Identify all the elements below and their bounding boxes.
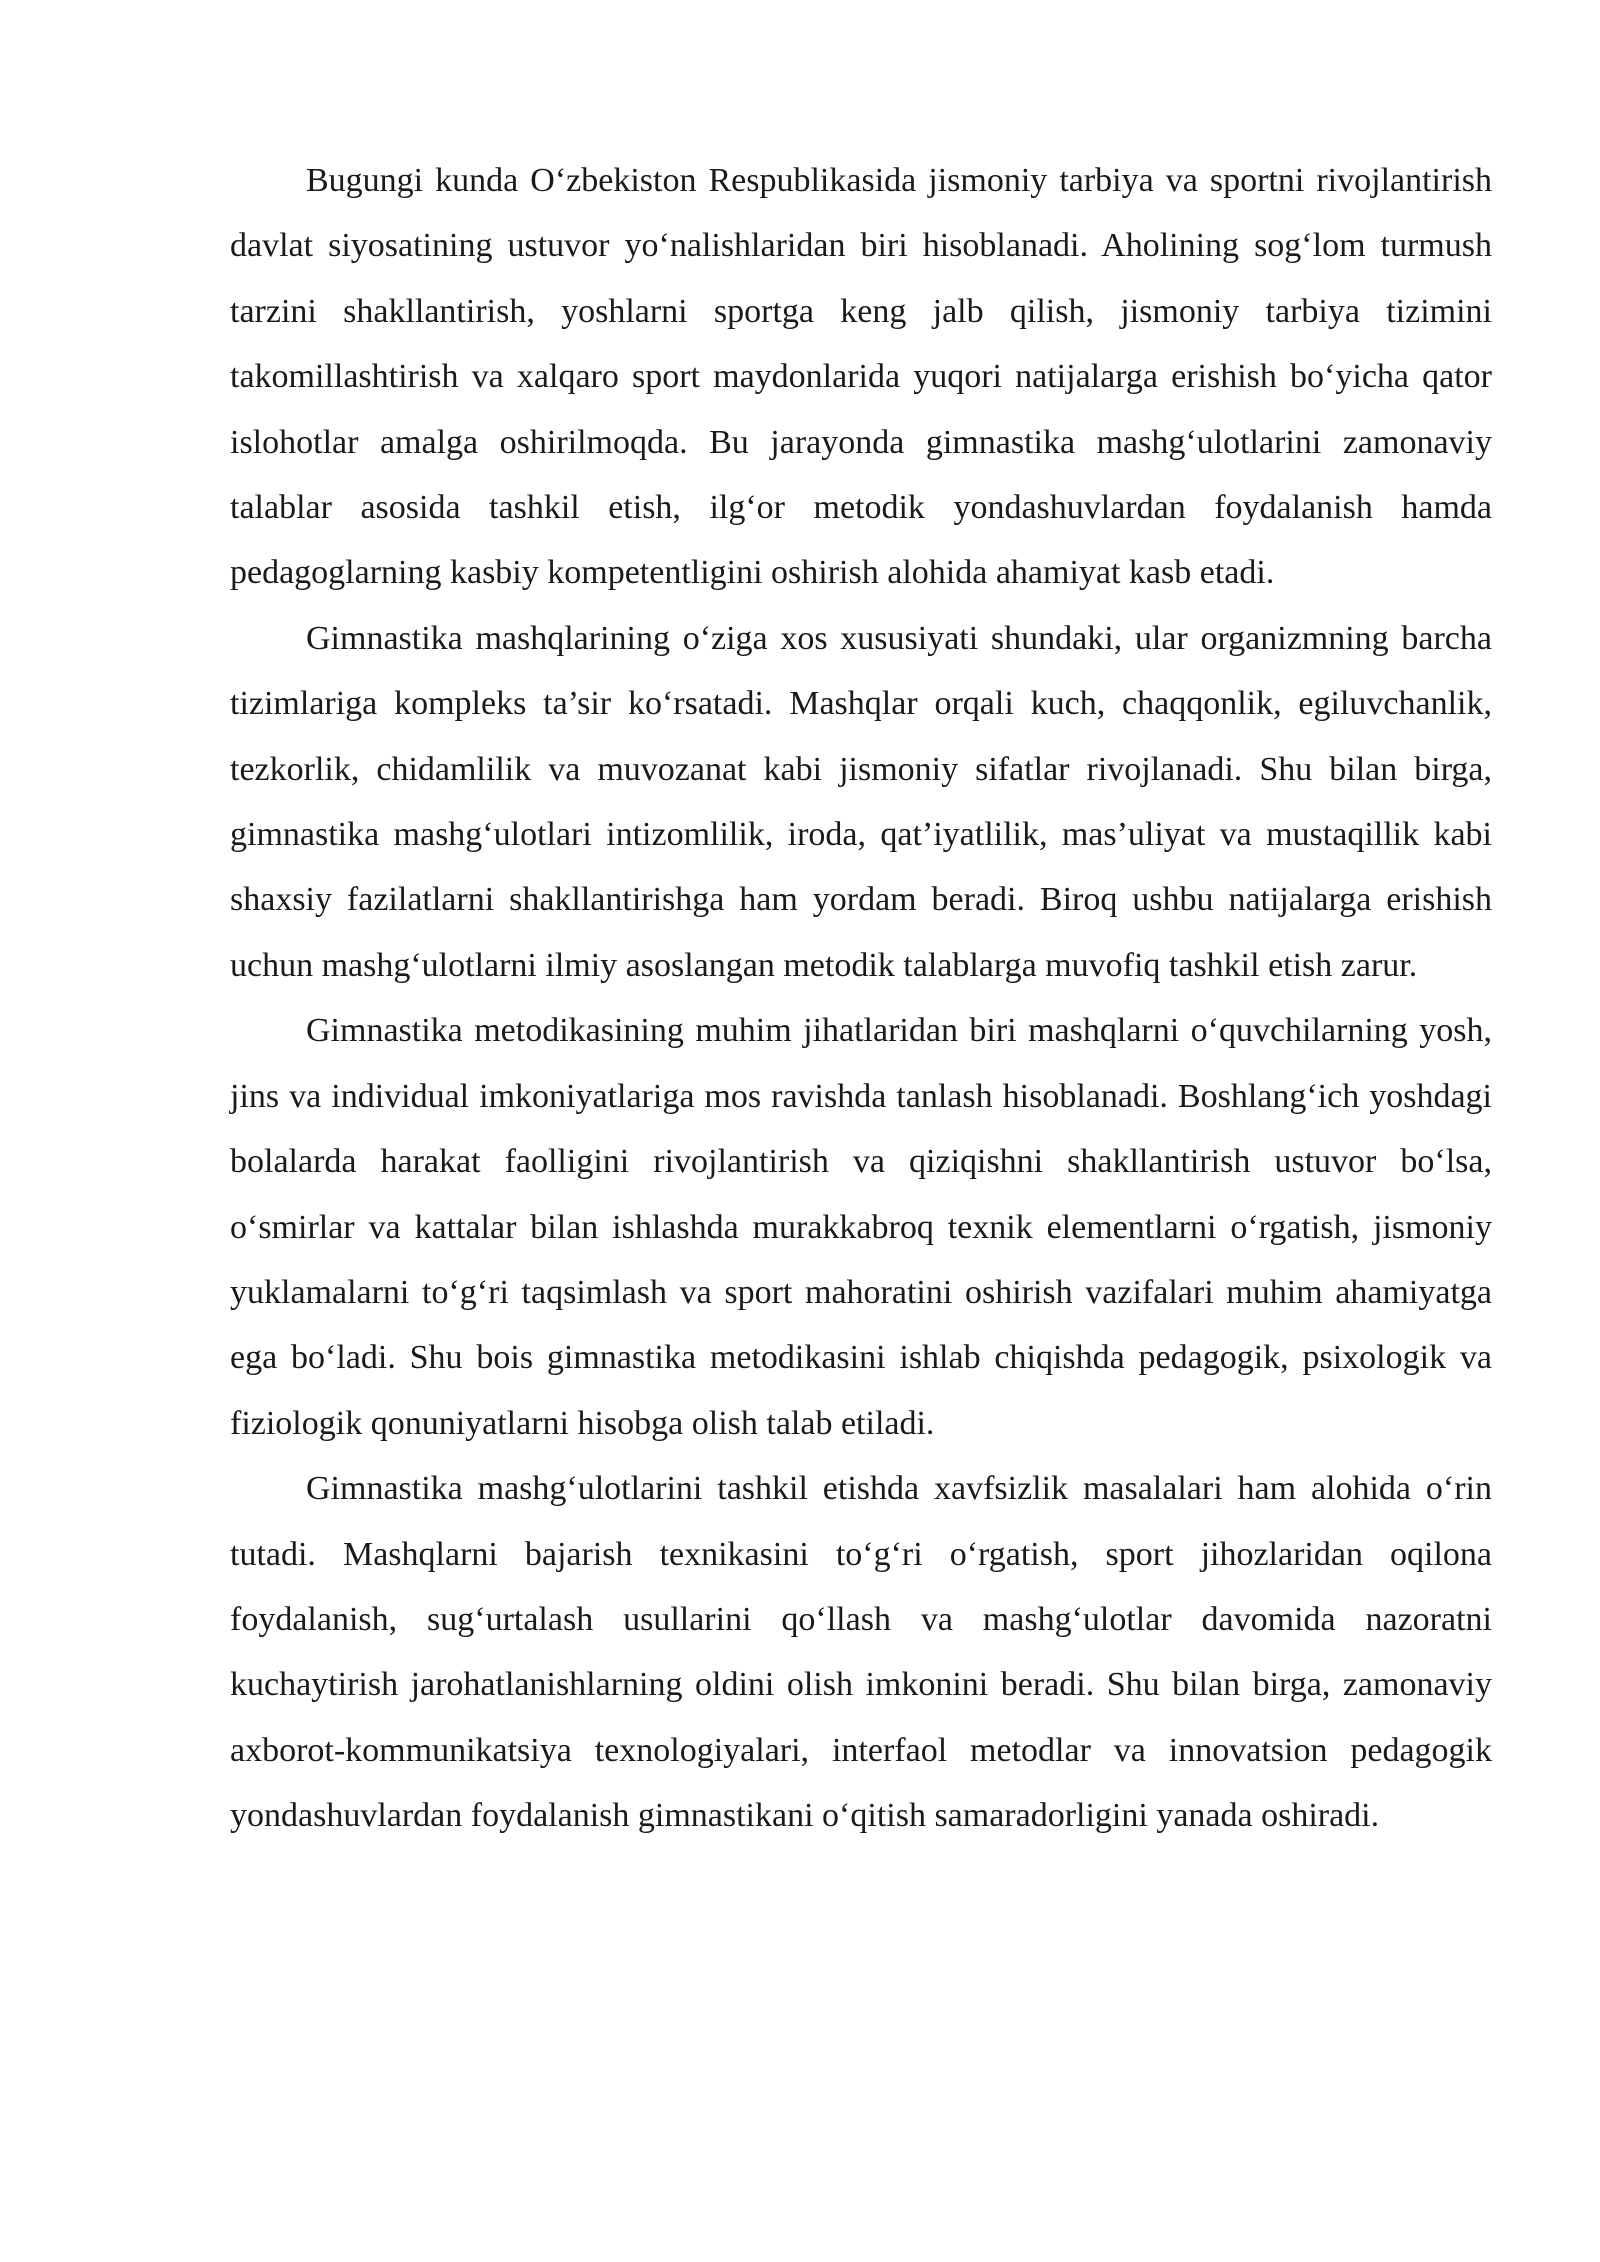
document-body: [230, 148, 1492, 1849]
paragraph-4: Gimnastika mashg‘ulotlarini tashkil etishda xavfsizlik masalalari ham alohida o‘rin tutadi. Mashqlarni bajarish texnikasini to‘g‘ri o‘rgatish, sport jihozlaridan oqilona foydalanish, sug‘urtalash usullarini qo‘llash va mashg‘ulotlar davomida nazoratni kuchaytirish jarohatlanishlarning oldini olish imkonini beradi. Shu bilan birga, zamonaviy axborot-kommunikatsiya texnologiyalari, interfaol metodlar va innovatsion pedagogik yondashuvlardan foydalanish gimnastikani o‘qitish samaradorligini yanada oshiradi.: [230, 1470, 1492, 1835]
paragraph-3: Gimnastika metodikasining muhim jihatlaridan biri mashqlarni o‘quvchilarning yosh, jins va individual imkoniyatlariga mos ravishda tanlash hisoblanadi. Boshlang‘ich yoshdagi bolalarda harakat faolligini rivojlantirish va qiziqishni shakllantirish ustuvor bo‘lsa, o‘smirlar va kattalar bilan ishlashda murakkabroq texnik elementlarni o‘rgatish, jismoniy yuklamalarni to‘g‘ri taqsimlash va sport mahoratini oshirish vazifalari muhim ahamiyatga ega bo‘ladi. Shu bois gimnastika metodikasini ishlab chiqishda pedagogik, psixologik va fiziologik qonuniyatlarni hisobga olish talab etiladi.: [230, 1012, 1492, 1442]
paragraph-2: Gimnastika mashqlarining o‘ziga xos xususiyati shundaki, ular organizmning barcha tizimlariga kompleks ta’sir ko‘rsatadi. Mashqlar orqali kuch, chaqqonlik, egiluvchanlik, tezkorlik, chidamlilik va muvozanat kabi jismoniy sifatlar rivojlanadi. Shu bilan birga, gimnastika mashg‘ulotlari intizomlilik, iroda, qat’iyatlilik, mas’uliyat va mustaqillik kabi shaxsiy fazilatlarni shakllantirishga ham yordam beradi. Biroq ushbu natijalarga erishish uchun mashg‘ulotlarni ilmiy asoslangan metodik talablarga muvofiq tashkil etish zarur.: [230, 619, 1492, 984]
paragraph-1: Bugungi kunda O‘zbekiston Respublikasida jismoniy tarbiya va sportni rivojlantirish davlat siyosatining ustuvor yo‘nalishlaridan biri hisoblanadi. Aholining sog‘lom turmush tarzini shakllantirish, yoshlarni sportga keng jalb qilish, jismoniy tarbiya tizimini takomillashtirish va xalqaro sport maydonlarida yuqori natijalarga erishish bo‘yicha qator islohotlar amalga oshirilmoqda. Bu jarayonda gimnastika mashg‘ulotlarini zamonaviy talablar asosida tashkil etish, ilg‘or metodik yondashuvlardan foydalanish hamda pedagoglarning kasbiy kompetentligini oshirish alohida ahamiyat kasb etadi.: [230, 162, 1492, 592]
